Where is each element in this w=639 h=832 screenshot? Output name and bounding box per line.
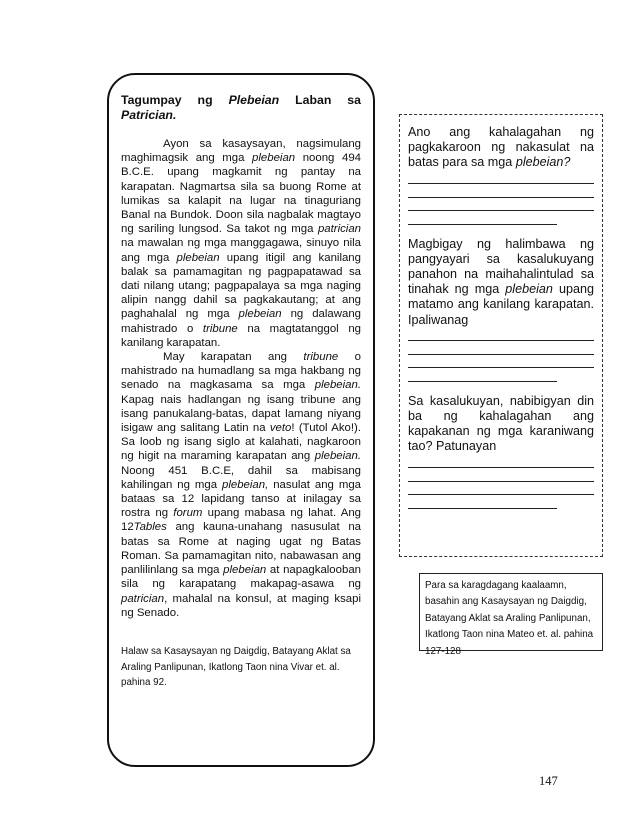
text: noong 494 B.C.E. upang magkamit ng pantay na karapatan. Nagmartsa sila sa buong Rome at lumikas sa kalapit na lugar na tinaguriang Banal na Bundok. Doon sila nagbalak magtayo ng sariling lungsod. Sa takot ng mga xyxy=(121,152,361,236)
term: plebeian xyxy=(176,251,220,264)
term: plebeian xyxy=(223,564,267,577)
answer-line[interactable] xyxy=(408,211,557,225)
title-text: Tagumpay ng xyxy=(121,93,229,107)
term: patrician xyxy=(317,223,361,236)
answer-line[interactable] xyxy=(408,468,594,482)
answer-line[interactable] xyxy=(408,184,594,198)
answer-line[interactable] xyxy=(408,328,594,342)
term: plebeian xyxy=(238,308,282,321)
text: na mawalan ng mga manggagawa, sinuyo nila ang mga xyxy=(121,237,361,264)
term: plebeian. xyxy=(314,379,361,392)
title-term-plebeian: Plebeian xyxy=(228,93,280,107)
term: patrician xyxy=(121,592,165,605)
title-term-patrician: Patrician. xyxy=(121,108,177,122)
term: plebeian, xyxy=(222,478,269,491)
answer-line[interactable] xyxy=(408,455,594,469)
answer-line[interactable] xyxy=(408,341,594,355)
questions-box xyxy=(399,114,603,557)
term: veto xyxy=(269,422,292,435)
question-3: Sa kasalukuyan, nabibigyan din ba ng kahalagahan ang kapakanan ng mga karaniwang tao? Patunayan xyxy=(408,393,594,454)
text: , mahalal na konsul, at maging ksapi ng Senado. xyxy=(121,592,361,619)
text: nasulat ang mga bataas sa 12 lapidang tanso at inilagay sa rostra ng xyxy=(121,478,362,520)
question-2 xyxy=(408,237,594,328)
text: Ano ang kahalagahan ng pagkakaroon ng nakasulat na batas para sa mga xyxy=(408,125,594,170)
term: forum xyxy=(173,507,203,520)
title-text: Laban sa xyxy=(279,93,361,107)
text: ang kauna-unahang nasusulat na batas sa Rome at naging ugat ng Batas Roman. Sa pamamagitan nito, nabawasan ang panlilinlang sa mga xyxy=(121,521,361,577)
term: plebeian xyxy=(252,152,296,165)
question-1 xyxy=(408,125,594,171)
text: May karapatan ang xyxy=(163,351,304,364)
answer-line[interactable] xyxy=(408,198,594,212)
text: at napagkalooban sila ng karapatang makapag-asawa ng xyxy=(121,564,361,591)
text: ng dalawang mahistrado o xyxy=(121,308,361,335)
term: tribune xyxy=(303,351,339,364)
text: Magbigay ng halimbawa ng pangyayari sa kasalukuyang panahon na maihahalintulad sa tinahak ng mga xyxy=(408,236,594,297)
term: plebeian xyxy=(505,282,553,297)
term: tribune xyxy=(202,322,238,335)
text: upang itigil ang kanilang balak sa pamamagitan ng pagpapatawad sa dati nilang utang; pagpapalaya sa mga naging alipin nangg dahil sa pagkakautang; at ang paghahalal ng mga xyxy=(121,251,361,321)
text: upang mabasa ng lahat. Ang 12 xyxy=(121,507,361,534)
term: Tables xyxy=(133,521,167,534)
text: upang matamo ang kanilang karapatan. Ipaliwanag xyxy=(408,282,594,327)
reading-box xyxy=(107,73,375,767)
further-reading-note: Para sa karagdagang kaalaamn, basahin ang Kasaysayan ng Daigdig, Batayang Aklat sa Araling Panlipunan, Ikatlong Taon nina Mateo et. al. pahina 127-128 xyxy=(419,573,603,651)
text: Ayon sa kasaysayan, nagsimulang maghimagsik ang mga xyxy=(121,138,361,165)
text: ! (Tutol Ako!). Sa loob ng isang siglo at kalahati, nagkaroon ng higit na maraming karapatan ang xyxy=(121,422,361,463)
answer-line[interactable] xyxy=(408,355,594,369)
page-number: 147 xyxy=(539,774,558,788)
answer-line[interactable] xyxy=(408,171,594,185)
source-citation: Halaw sa Kasaysayan ng Daigdig, Batayang Aklat sa Araling Panlipunan, Ikatlong Taon nina Vivar et. al. pahina 92. xyxy=(121,645,351,689)
reading-title xyxy=(121,93,361,123)
paragraph-2 xyxy=(121,350,361,620)
paragraph-1 xyxy=(121,137,361,350)
answer-line[interactable] xyxy=(408,482,594,496)
answer-line[interactable] xyxy=(408,495,557,509)
answer-line[interactable] xyxy=(408,368,557,382)
text: o mahistrado na humadlang sa mga hakbang ng senado na magkasama sa mga xyxy=(121,351,362,392)
text: na magtatanggol ng kanilang karapatan. xyxy=(121,322,361,349)
term: plebeian. xyxy=(314,450,361,463)
term: plebeian? xyxy=(515,155,571,170)
text: Noong 451 B.C.E, dahil sa mabisang kahilingan ng mga xyxy=(121,464,361,491)
text: Kapag nais hadlangan ng isang tribune ang isang panukalang-batas, dapat lamang niyang isigaw ang salitang Latin na xyxy=(121,393,361,435)
